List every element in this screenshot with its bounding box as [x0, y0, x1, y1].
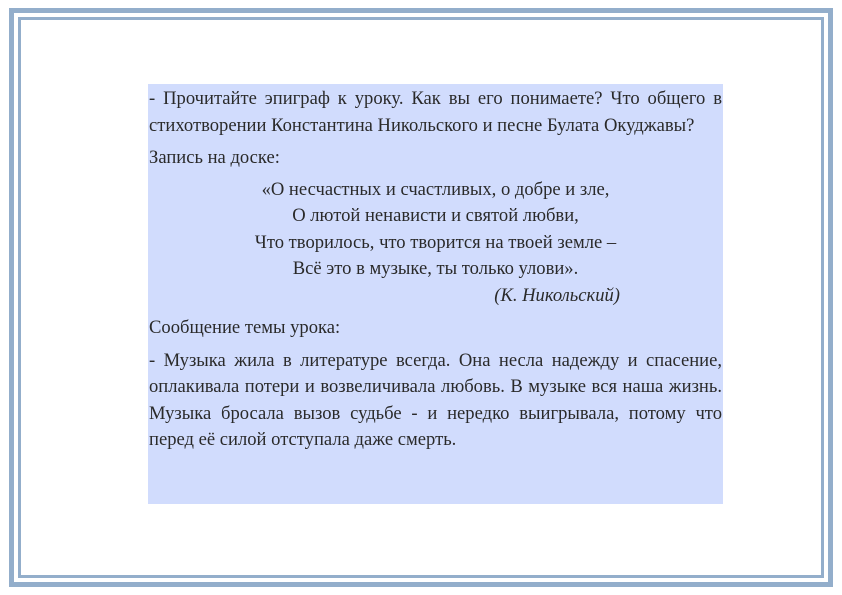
poem-line-2: О лютой ненависти и святой любви, [292, 205, 579, 226]
topic-label: Сообщение темы урока: [149, 317, 341, 338]
poem-line-3: Что творилось, что творится на твоей земле – [254, 231, 617, 253]
poem-line-1: «О несчастных и счастливых, о добре и зле, [261, 178, 610, 200]
topic-paragraph: - Музыка жила в литературе всегда. Она несла надежду и спасение, оплакивала потери и возвеличивала любовь. В музыке вся наша жизнь. Музыка бросала вызов судьбе - и нередко выигрывала, потому что перед её силой отступала даже смерть. [149, 349, 722, 450]
poem-author: (К. Никольский) [494, 284, 620, 306]
epigraph-poem [149, 177, 722, 310]
lesson-text-box [148, 84, 723, 504]
question-paragraph: - Прочитайте эпиграф к уроку. Как вы его понимаете? Что общего в стихотворении Константина Никольского и песне Булата Окуджавы? [149, 88, 722, 136]
poem-line-4: Всё это в музыке, ты только улови». [292, 258, 579, 279]
board-label: Запись на доске: [149, 147, 280, 168]
